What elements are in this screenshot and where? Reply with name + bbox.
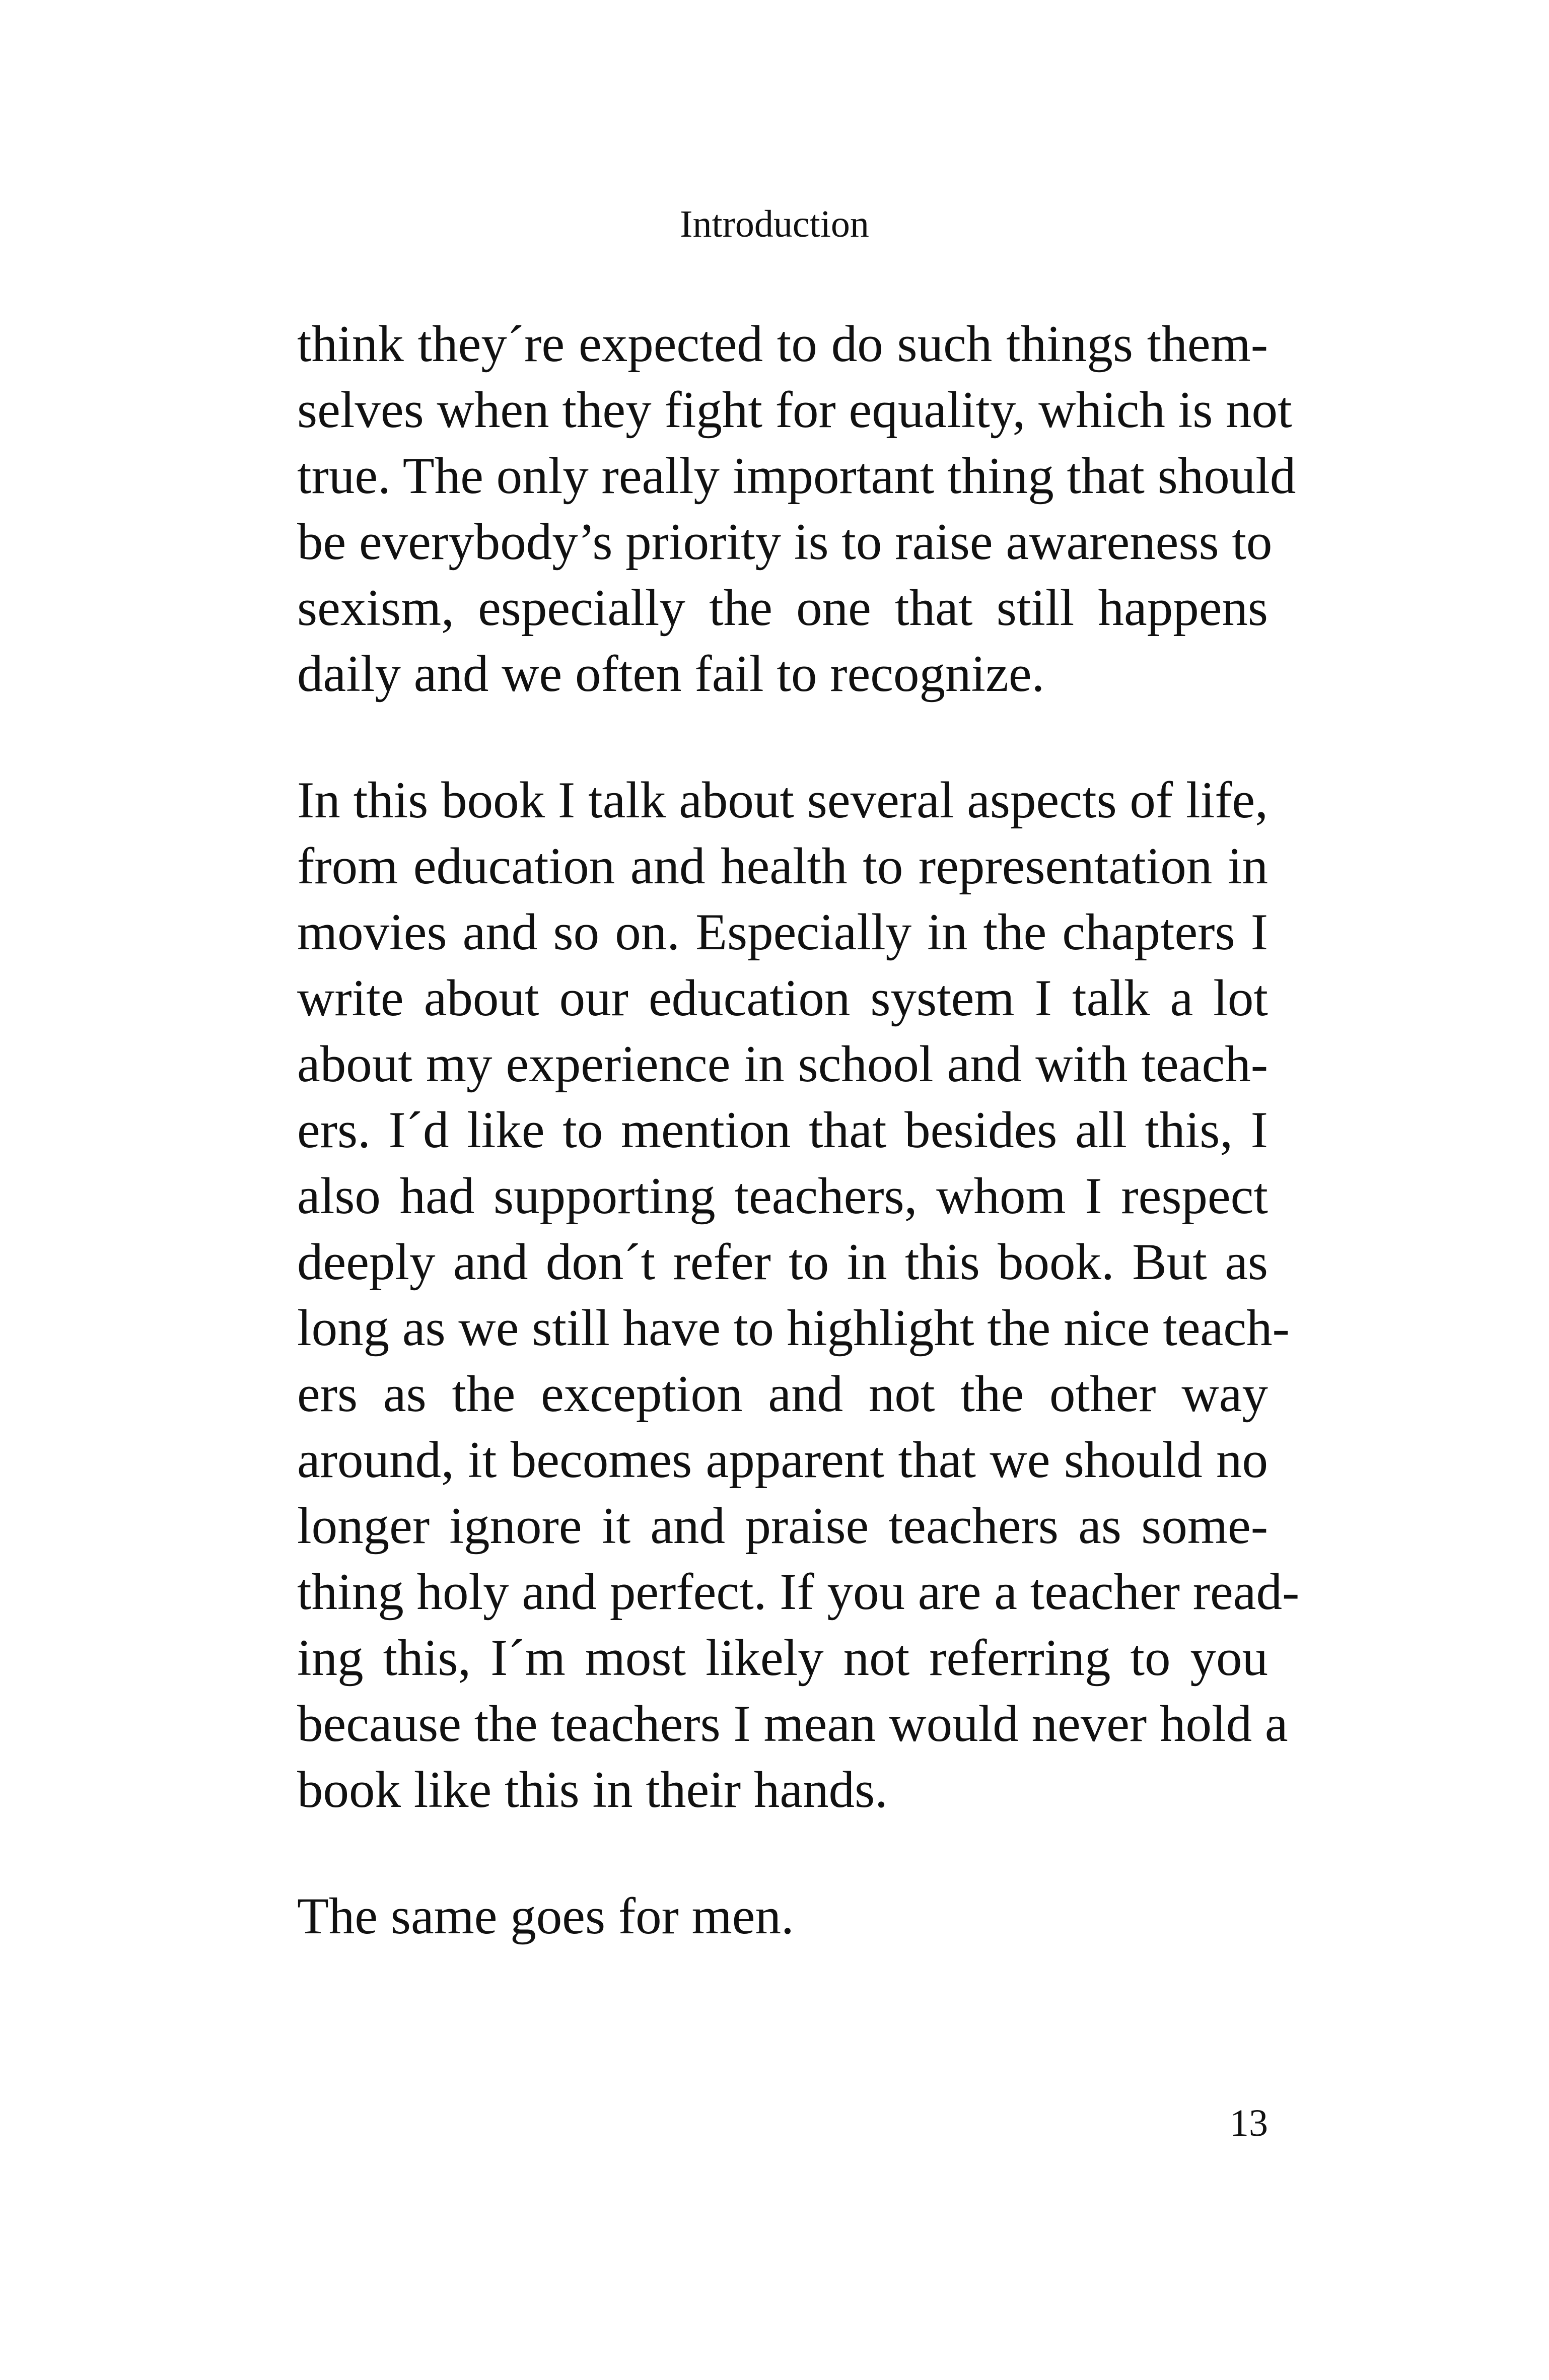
text-line: ing this, I´m most likely not referring to you: [297, 1629, 1268, 1687]
paragraph-1: [297, 311, 1296, 707]
text-line: write about our education system I talk a lot: [297, 969, 1268, 1027]
text-line: around, it becomes apparent that we should no: [297, 1431, 1268, 1489]
text-line: deeply and don´t refer to in this book. But as: [297, 1233, 1268, 1291]
text-line: long as we still have to highlight the nice teach-: [297, 1299, 1290, 1357]
text-line: thing holy and perfect. If you are a teacher read-: [297, 1563, 1300, 1621]
paragraph-3: [297, 1883, 1268, 1949]
text-line: think they´re expected to do such things them-: [297, 315, 1268, 373]
text-line: ers. I´d like to mention that besides all this, I: [297, 1101, 1268, 1159]
text-line: The same goes for men.: [297, 1887, 794, 1945]
text-line: be everybody’s priority is to raise awareness to: [297, 513, 1273, 571]
text-line: ers as the exception and not the other way: [297, 1365, 1268, 1423]
text-line: because the teachers I mean would never hold a: [297, 1695, 1288, 1753]
text-line: daily and we often fail to recognize.: [297, 645, 1045, 703]
running-header: Introduction: [680, 203, 869, 245]
text-line: In this book I talk about several aspects of life,: [297, 772, 1268, 829]
text-line: true. The only really important thing that should: [297, 447, 1296, 505]
text-line: from education and health to representation in: [297, 837, 1268, 895]
body-text: [297, 311, 1300, 2010]
text-line: selves when they fight for equality, which is not: [297, 381, 1292, 439]
text-line: also had supporting teachers, whom I respect: [297, 1167, 1268, 1225]
text-line: movies and so on. Especially in the chapters I: [297, 903, 1268, 961]
text-line: sexism, especially the one that still happens: [297, 579, 1268, 637]
paragraph-2: [297, 767, 1300, 1823]
page-number: 13: [1230, 2102, 1268, 2144]
text-line: longer ignore it and praise teachers as some-: [297, 1497, 1268, 1555]
text-line: book like this in their hands.: [297, 1761, 888, 1818]
text-line: about my experience in school and with teach-: [297, 1035, 1268, 1093]
